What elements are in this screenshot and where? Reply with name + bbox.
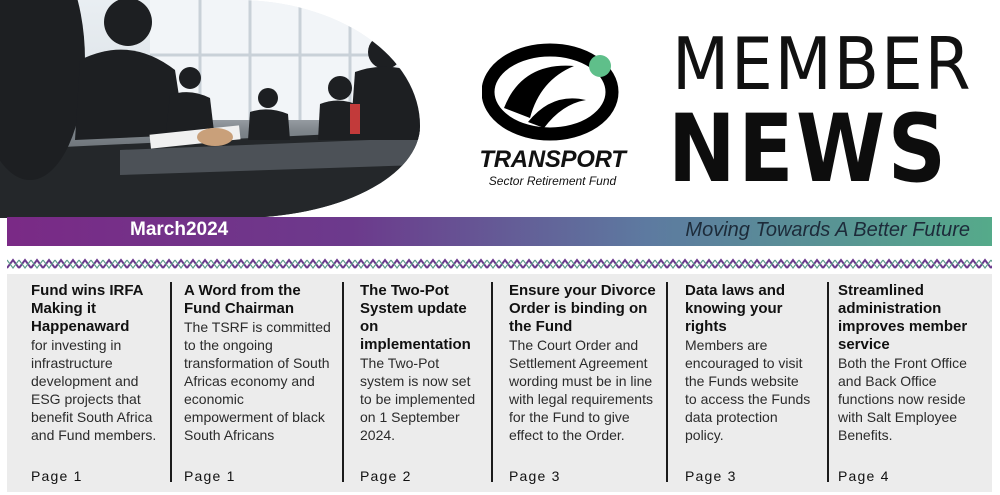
article-item[interactable]: [509, 282, 659, 484]
article-summary: The Court Order and Settlement Agreement wording must be in line with legal requirements for the Fund to give effect to the Order.: [509, 337, 653, 443]
article-summary: Members are encouraged to visit the Funds website to access the Funds data protection policy.: [685, 337, 811, 443]
article-headline[interactable]: A Word from the Fund Chairman: [184, 282, 301, 317]
article-summary: The Two-Pot system is now set to be implemented on 1 September 2024.: [360, 355, 476, 443]
article-item[interactable]: [360, 282, 484, 484]
issue-band: [7, 217, 992, 246]
article-item[interactable]: [31, 282, 165, 484]
fund-logo: [470, 40, 635, 190]
article-item[interactable]: [838, 282, 978, 484]
article-headline[interactable]: The Two-Pot System update on implementation: [360, 282, 471, 353]
column-divider: [342, 282, 344, 482]
column-divider: [827, 282, 829, 482]
article-summary: for investing in infrastructure development and ESG projects that benefit South Africa and Fund members.: [31, 337, 157, 443]
article-item[interactable]: [685, 282, 813, 484]
issue-date: March2024: [130, 219, 229, 240]
article-page-ref[interactable]: Page 1: [31, 468, 83, 484]
article-headline[interactable]: Ensure your Divorce Order is binding on the Fund: [509, 282, 656, 335]
article-headline[interactable]: Data laws and knowing your rights: [685, 282, 786, 335]
article-page-ref[interactable]: Page 4: [838, 468, 890, 484]
article-page-ref[interactable]: Page 3: [509, 468, 561, 484]
tagline: Moving Towards A Better Future: [685, 219, 970, 241]
column-divider: [491, 282, 493, 482]
logo-name: TRANSPORT: [479, 146, 626, 173]
column-divider: [170, 282, 172, 482]
zigzag-border: [7, 258, 992, 270]
article-page-ref[interactable]: Page 3: [685, 468, 737, 484]
article-headline[interactable]: Fund wins IRFA Making it Happenaward: [31, 282, 143, 335]
article-page-ref[interactable]: Page 1: [184, 468, 236, 484]
article-summary: Both the Front Office and Back Office functions now reside with Salt Employee Benefits.: [838, 355, 967, 443]
masthead-title-line2: NEWS: [668, 95, 949, 204]
column-divider: [666, 282, 668, 482]
article-item[interactable]: [184, 282, 334, 484]
meeting-photo: [0, 0, 420, 218]
meeting-photo-illustration: [0, 0, 420, 218]
logo-accent-dot: [589, 55, 611, 77]
article-headline[interactable]: Streamlined administration improves member service: [838, 282, 968, 353]
fund-logo-mark: [482, 40, 622, 144]
article-summary: The TSRF is committed to the ongoing transformation of South Africas economy and economic empowerment of black South Africans: [184, 319, 331, 443]
masthead-title-line1: MEMBER: [672, 22, 973, 106]
articles-panel: [7, 274, 992, 492]
logo-subtitle: Sector Retirement Fund: [488, 174, 617, 188]
article-page-ref[interactable]: Page 2: [360, 468, 412, 484]
